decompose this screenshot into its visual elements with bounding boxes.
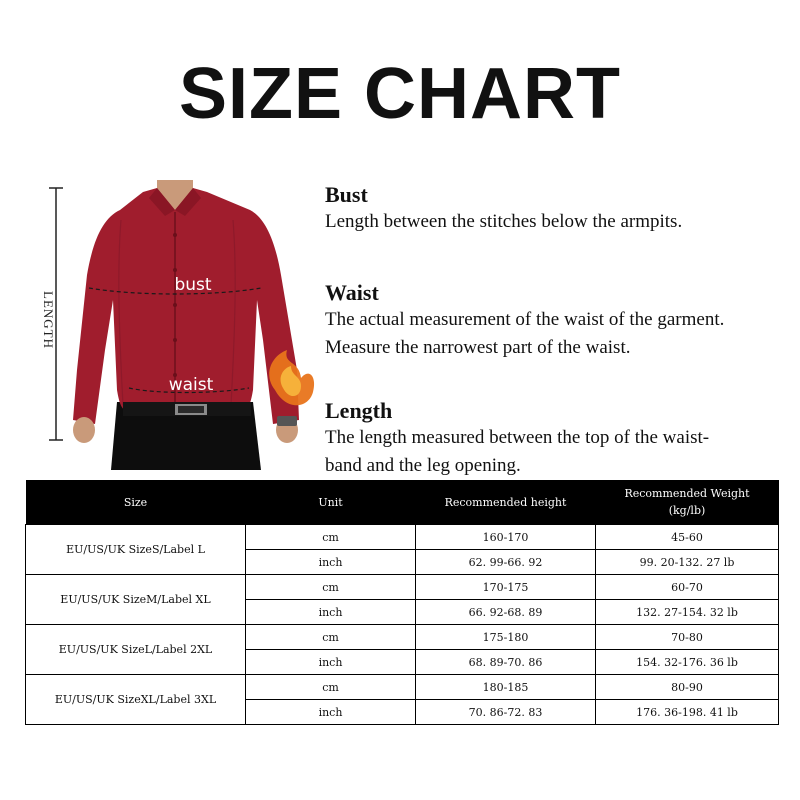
- unit-cell: cm: [246, 525, 416, 550]
- size-cell: EU/US/UK SizeS/Label L: [26, 525, 246, 575]
- size-cell: EU/US/UK SizeM/Label XL: [26, 575, 246, 625]
- weight-cell: 132. 27-154. 32 lb: [596, 600, 779, 625]
- height-cell: 62. 99-66. 92: [416, 550, 596, 575]
- weight-cell: 70-80: [596, 625, 779, 650]
- weight-cell: 154. 32-176. 36 lb: [596, 650, 779, 675]
- header-unit: Unit: [246, 480, 416, 525]
- bust-text: Length between the stitches below the armpits.: [325, 211, 683, 232]
- weight-cell: 99. 20-132. 27 lb: [596, 550, 779, 575]
- shirt-figure: [25, 180, 325, 470]
- waist-heading: Waist: [325, 280, 379, 305]
- weight-cell: 60-70: [596, 575, 779, 600]
- waist-label: waist: [168, 375, 214, 395]
- length-description: [325, 398, 795, 480]
- size-cell: EU/US/UK SizeXL/Label 3XL: [26, 675, 246, 725]
- size-cell: EU/US/UK SizeL/Label 2XL: [26, 625, 246, 675]
- length-heading: Length: [325, 398, 393, 423]
- header-size: Size: [26, 480, 246, 525]
- unit-cell: inch: [246, 600, 416, 625]
- header-weight-line: Recommended Weight: [624, 487, 750, 500]
- belt: [123, 402, 251, 416]
- table-row: [26, 575, 779, 600]
- height-cell: 66. 92-68. 89: [416, 600, 596, 625]
- header-height: Recommended height: [416, 480, 596, 525]
- size-table: [25, 480, 779, 725]
- header-weight-unit: (kg/lb): [668, 504, 706, 517]
- watch-icon: [277, 416, 297, 426]
- weight-cell: 45-60: [596, 525, 779, 550]
- table-header-row: [26, 480, 779, 525]
- height-cell: 68. 89-70. 86: [416, 650, 596, 675]
- length-text-line: The length measured between the top of the waist-: [325, 427, 710, 448]
- waist-text-line: The actual measurement of the waist of the garment.: [325, 309, 725, 330]
- height-cell: 175-180: [416, 625, 596, 650]
- weight-cell: 80-90: [596, 675, 779, 700]
- unit-cell: inch: [246, 700, 416, 725]
- bust-description: [325, 182, 795, 236]
- page-title: SIZE CHART: [179, 54, 621, 134]
- length-text-line: band and the leg opening.: [325, 455, 521, 476]
- table-row: [26, 525, 779, 550]
- height-cell: 180-185: [416, 675, 596, 700]
- unit-cell: inch: [246, 550, 416, 575]
- height-cell: 170-175: [416, 575, 596, 600]
- unit-cell: inch: [246, 650, 416, 675]
- height-cell: 70. 86-72. 83: [416, 700, 596, 725]
- header-weight: [596, 480, 779, 525]
- table-row: [26, 625, 779, 650]
- height-cell: 160-170: [416, 525, 596, 550]
- table-row: [26, 675, 779, 700]
- waist-text-line: Measure the narrowest part of the waist.: [325, 337, 631, 358]
- weight-cell: 176. 36-198. 41 lb: [596, 700, 779, 725]
- unit-cell: cm: [246, 575, 416, 600]
- waist-description: [325, 280, 795, 362]
- bust-label: bust: [174, 275, 212, 295]
- length-label: LENGTH: [41, 291, 56, 349]
- unit-cell: cm: [246, 675, 416, 700]
- bust-heading: Bust: [325, 182, 368, 207]
- unit-cell: cm: [246, 625, 416, 650]
